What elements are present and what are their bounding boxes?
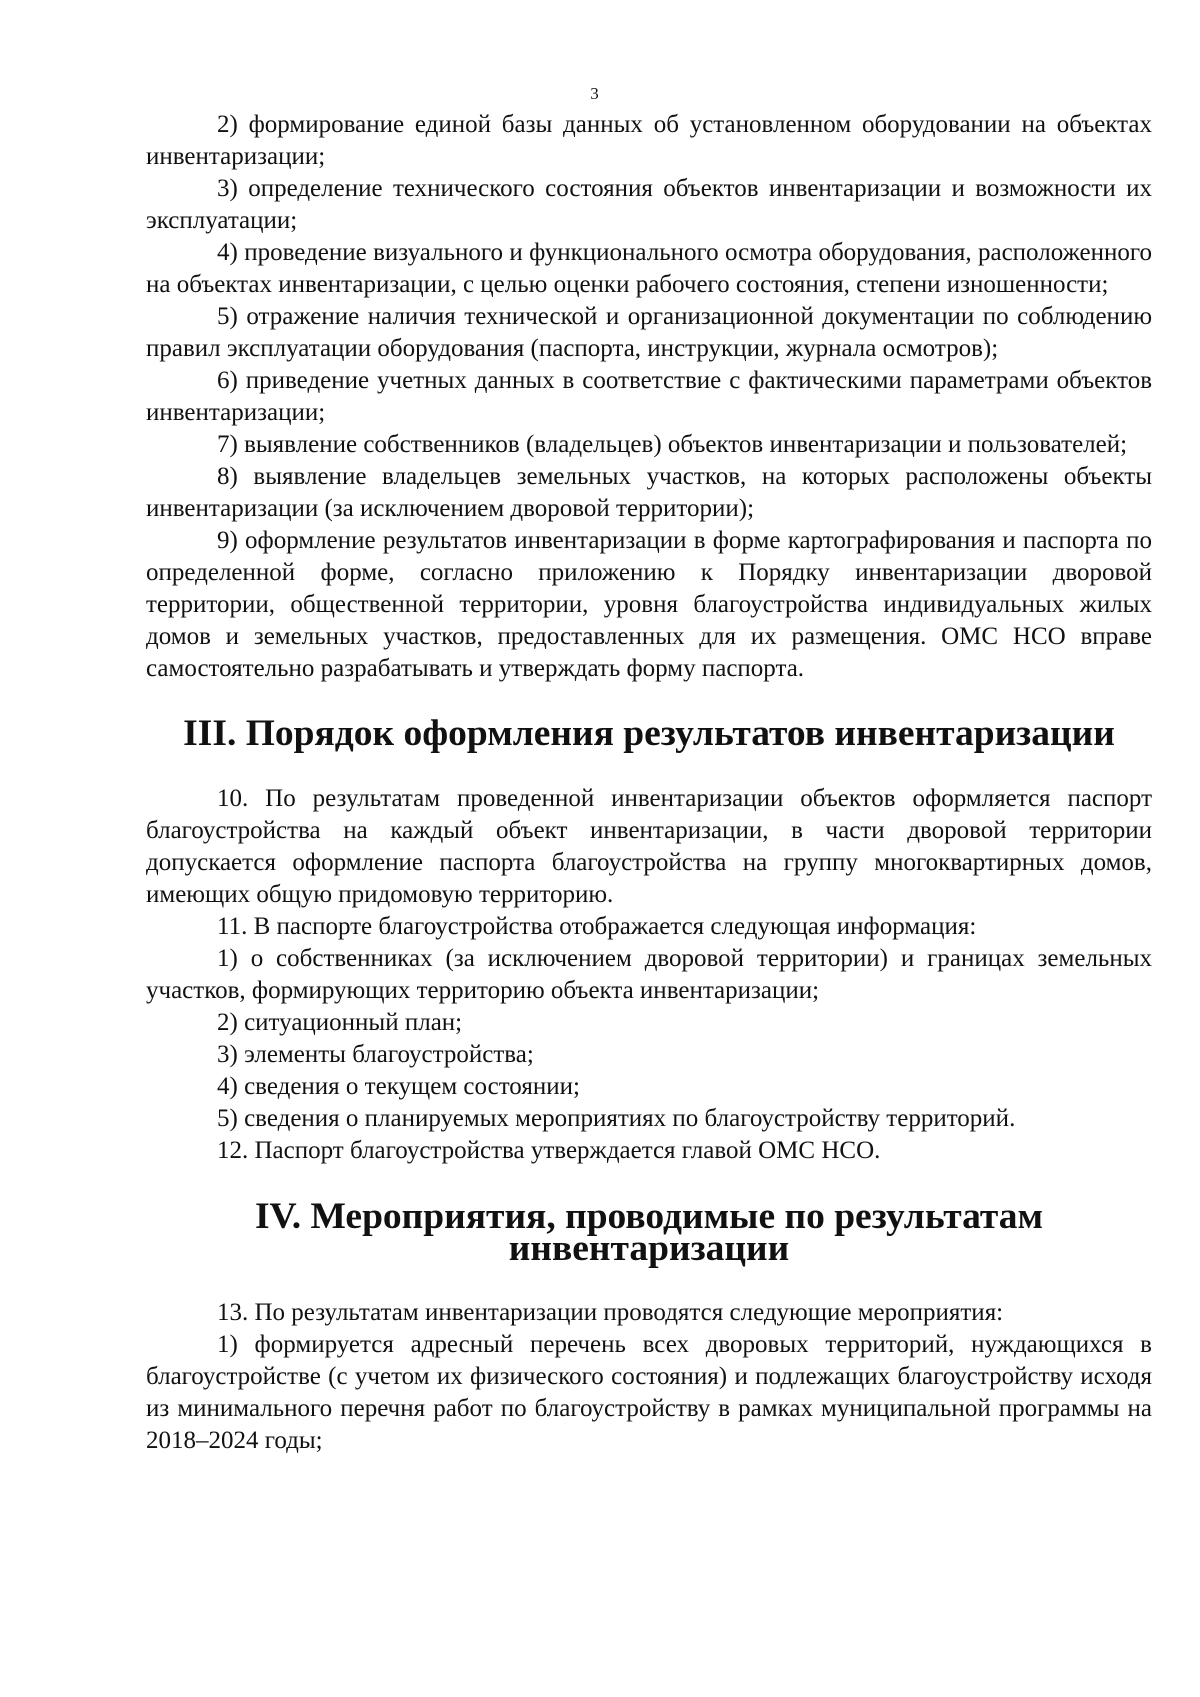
clause-12: 12. Паспорт благоустройства утверждается главой ОМС НСО. xyxy=(217,1137,881,1164)
list-item-4: 4) проведение визуального и функционального осмотра оборудования, расположенного на объектах инвентаризации, с целью оценки рабочего состояния, степени изношенности; xyxy=(146,239,1152,298)
list-item-2: 2) формирование единой базы данных об установленном оборудовании на объектах инвентаризации; xyxy=(146,111,1152,170)
clause-13: 13. По результатам инвентаризации проводятся следующие мероприятия: xyxy=(217,1299,1004,1326)
clause-11: 11. В паспорте благоустройства отображается следующая информация: xyxy=(217,913,977,940)
clause-11-item-4: 4) сведения о текущем состоянии; xyxy=(217,1073,580,1100)
section-4-heading: IV. Мероприятия, проводимые по результатам инвентаризации xyxy=(254,1196,1044,1269)
list-item-6: 6) приведение учетных данных в соответствие с фактическими параметрами объектов инвентаризации; xyxy=(146,367,1152,426)
document-body xyxy=(146,109,1152,1457)
clause-10: 10. По результатам проведенной инвентаризации объектов оформляется паспорт благоустройства на каждый объект инвентаризации, в части дворовой территории допускается оформление паспорта благоустройства на группу многоквартирных домов, имеющих общую придомовую территорию. xyxy=(146,785,1152,908)
clause-11-item-2: 2) ситуационный план; xyxy=(217,1009,463,1036)
section-3-heading: III. Порядок оформления результатов инвентаризации xyxy=(183,713,1115,754)
page-number: 3 xyxy=(590,84,599,103)
clause-11-item-1: 1) о собственниках (за исключением дворовой территории) и границах земельных участков, формирующих территорию объекта инвентаризации; xyxy=(146,945,1152,1004)
list-item-8: 8) выявление владельцев земельных участков, на которых расположены объекты инвентаризации (за исключением дворовой территории); xyxy=(146,463,1152,522)
list-item-9: 9) оформление результатов инвентаризации в форме картографирования и паспорта по определенной форме, согласно приложению к Порядку инвентаризации дворовой территории, общественной территории, уровня благоустройства индивидуальных жилых домов и земельных участков, предоставленных для их размещения. ОМС НСО вправе самостоятельно разрабатывать и утверждать форму паспорта. xyxy=(146,527,1152,682)
clause-11-item-3: 3) элементы благоустройства; xyxy=(217,1041,534,1068)
clause-13-item-1: 1) формируется адресный перечень всех дворовых территорий, нуждающихся в благоустройстве (с учетом их физического состояния) и подлежащих благоустройству исходя из минимального перечня работ по благоустройству в рамках муниципальной программы на 2018–2024 годы; xyxy=(146,1331,1152,1454)
list-item-3: 3) определение технического состояния объектов инвентаризации и возможности их эксплуатации; xyxy=(146,175,1152,234)
clause-11-item-5: 5) сведения о планируемых мероприятиях по благоустройству территорий. xyxy=(217,1105,1016,1132)
list-item-5: 5) отражение наличия технической и организационной документации по соблюдению правил эксплуатации оборудования (паспорта, инструкции, журнала осмотров); xyxy=(146,303,1152,362)
list-item-7: 7) выявление собственников (владельцев) объектов инвентаризации и пользователей; xyxy=(217,431,1128,458)
